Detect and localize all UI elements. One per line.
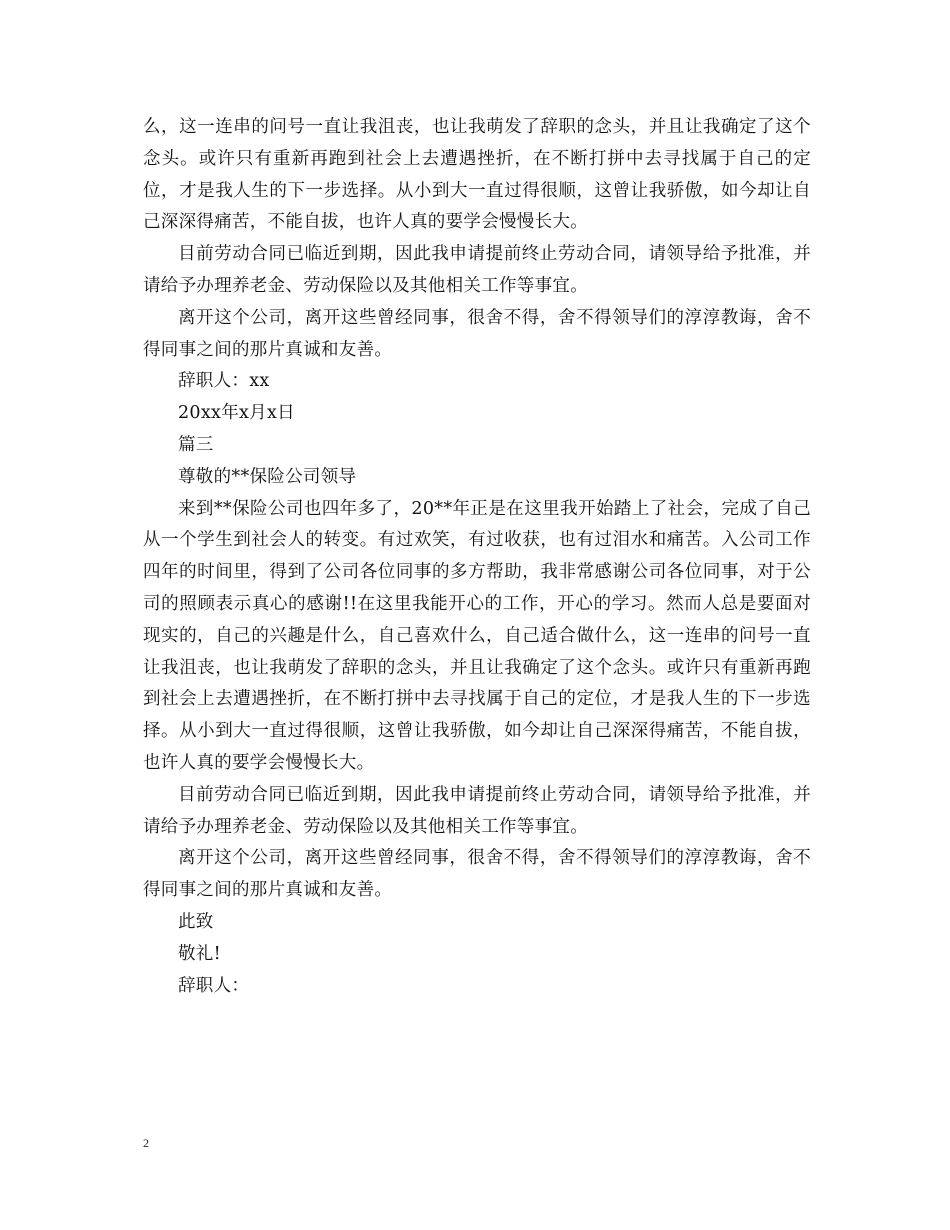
section-heading: 篇三 bbox=[178, 434, 214, 455]
closing-line: 此致 bbox=[178, 911, 214, 932]
signature-line: 辞职人：xx bbox=[178, 371, 270, 392]
paragraph-farewell-2: 离开这个公司，离开这些曾经同事，很舍不得，舍不得领导们的淳淳教诲，舍不得同事之间的那片真诚和友善。 bbox=[143, 848, 811, 901]
signature-line-2: 辞职人： bbox=[178, 975, 250, 996]
paragraph-body-main: 来到**保险公司也四年多了，20**年正是在这里我开始踏上了社会，完成了自己从一个学生到社会人的转变。有过欢笑，有过收获，也有过泪水和痛苦。入公司工作四年的时间里，得到了公司各位同事的多方帮助，我非常感谢公司各位同事，对于公司的照顾表示真心的感谢!!在这里我能开心的工作，开心的学习。然而人总是要面对现实的，自己的兴趣是什么，自己喜欢什么，自己适合做什么，这一连串的问号一直让我沮丧，也让我萌发了辞职的念头，并且让我确定了这个念头。或许只有重新再跑到社会上去遭遇挫折，在不断打拼中去寻找属于自己的定位，才是我人生的下一步选择。从小到大一直过得很顺，这曾让我骄傲，如今却让自己深深得痛苦，不能自拔，也许人真的要学会慢慢长大。 bbox=[143, 498, 811, 773]
paragraph-contract-request: 目前劳动合同已临近到期，因此我申请提前终止劳动合同，请领导给予批准，并请给予办理养老金、劳动保险以及其他相关工作等事宜。 bbox=[143, 244, 811, 296]
paragraph-continuation: 么，这一连串的问号一直让我沮丧，也让我萌发了辞职的念头，并且让我确定了这个念头。或许只有重新再跑到社会上去遭遇挫折，在不断打拼中去寻找属于自己的定位，才是我人生的下一步选择。从小到大一直过得很顺，这曾让我骄傲，如今却让自己深深得痛苦，不能自拔，也许人真的要学会慢慢长大。 bbox=[143, 117, 811, 233]
date-line: 20xx年x月x日 bbox=[178, 403, 295, 424]
paragraph-farewell: 离开这个公司，离开这些曾经同事，很舍不得，舍不得领导们的淳淳教诲，舍不得同事之间的那片真诚和友善。 bbox=[143, 307, 811, 360]
document-body bbox=[143, 112, 811, 1002]
closing-regards: 敬礼! bbox=[178, 943, 221, 964]
page-number: 2 bbox=[143, 1136, 149, 1150]
salutation: 尊敬的**保险公司领导 bbox=[178, 466, 357, 487]
paragraph-contract-request-2: 目前劳动合同已临近到期，因此我申请提前终止劳动合同，请领导给予批准，并请给予办理养老金、劳动保险以及其他相关工作等事宜。 bbox=[143, 784, 811, 837]
